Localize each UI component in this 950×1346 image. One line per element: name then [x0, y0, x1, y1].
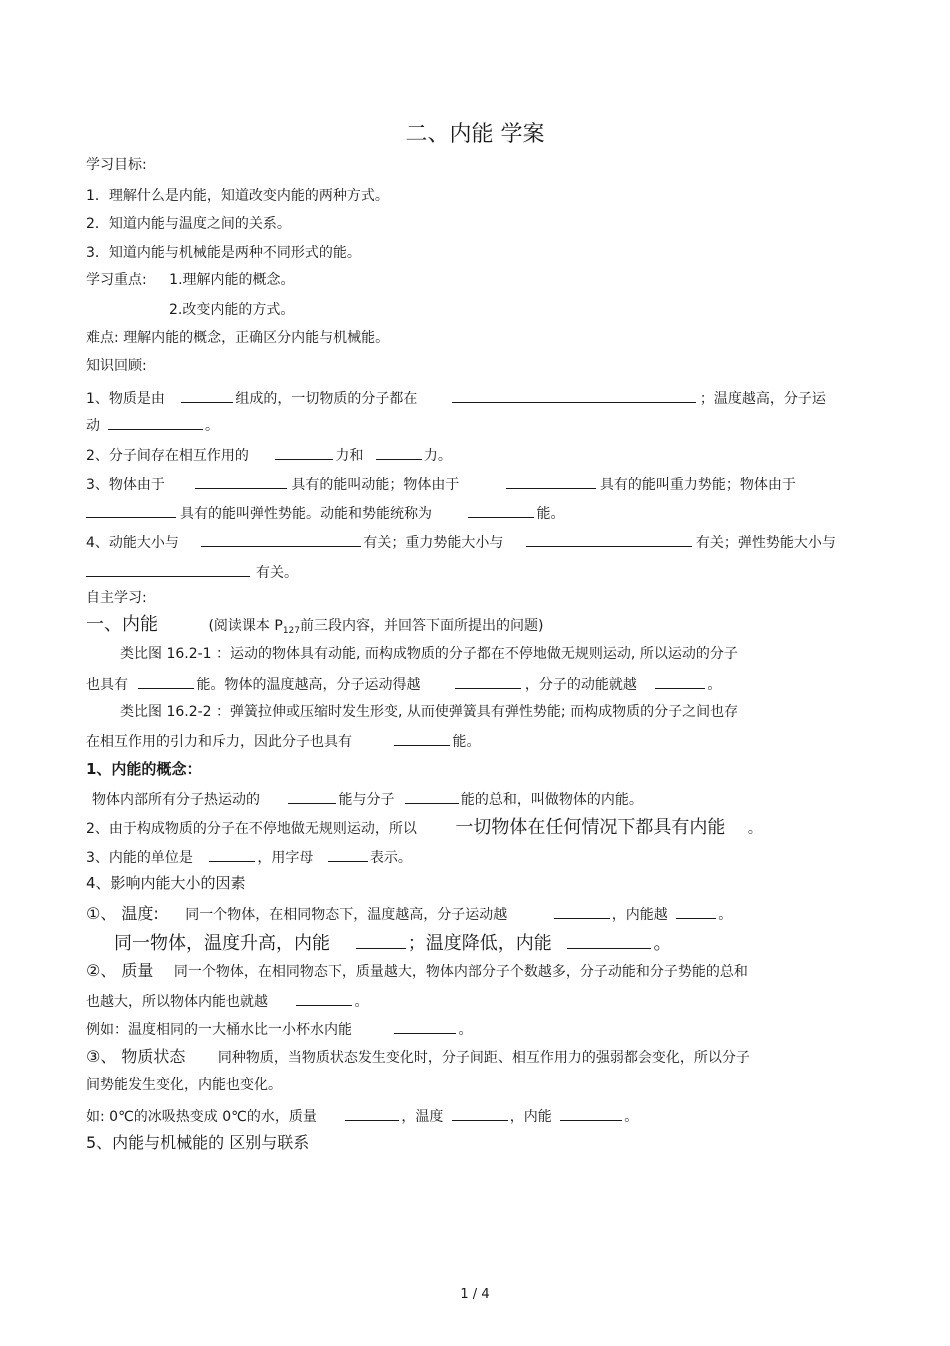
focus-line-1	[86, 271, 295, 289]
blank	[405, 789, 459, 804]
blank	[676, 904, 716, 919]
goal-item-3: 3．知道内能与机械能是两种不同形式的能。	[86, 245, 361, 261]
blank	[195, 474, 287, 489]
analogy-1-cont: 也具有 能。物体的温度越高，分子运动得越 ，分子的动能就越 。	[86, 674, 721, 694]
blank	[86, 503, 176, 518]
blank	[376, 445, 422, 460]
blank	[455, 674, 521, 689]
blank	[275, 445, 333, 460]
blank	[655, 674, 705, 689]
blank	[356, 931, 406, 949]
blank	[506, 474, 596, 489]
point-4-heading: 4、影响内能大小的因素	[86, 874, 246, 892]
blank	[296, 991, 352, 1006]
focus-item-2: 2.改变内能的方式。	[169, 302, 295, 318]
focus-item-1: 1.理解内能的概念。	[169, 272, 295, 288]
difficulty: 难点: 理解内能的概念，正确区分内能与机械能。	[86, 330, 390, 346]
analogy-2-cont: 在相互作用的引力和斥力，因此分子也具有 能。	[86, 731, 480, 751]
blank	[554, 904, 610, 919]
blank	[86, 562, 250, 577]
blank	[452, 1106, 508, 1121]
section1-title: 一、内能	[86, 614, 158, 635]
point-4-temperature-2: 同一物体，温度升高，内能 ；温度降低，内能 。	[114, 933, 672, 954]
review-heading: 知识回顾:	[86, 358, 147, 374]
page-title: 二、内能 学案	[405, 122, 545, 147]
blank	[201, 532, 361, 547]
point-4-mass: ②、 质量 同一个物体，在相同物态下，质量越大，物体内部分子个数越多，分子动能和分子势能的总和	[86, 961, 748, 980]
blank	[108, 415, 203, 430]
goal-item-1: 1．理解什么是内能，知道改变内能的两种方式。	[86, 188, 389, 204]
review-q4: 4、动能大小与 有关；重力势能大小与 有关；弹性势能大小与	[86, 532, 836, 552]
blank	[452, 388, 696, 403]
blank	[345, 1106, 399, 1121]
blank	[394, 1019, 456, 1034]
point-4-mass-cont: 也越大，所以物体内能也就越 。	[86, 991, 368, 1011]
review-q3-cont: 具有的能叫弹性势能。动能和势能统称为 能。	[86, 503, 564, 523]
blank	[288, 789, 336, 804]
point-4-ice-example: 如: 0℃的冰吸热变成 0℃的水，质量 ，温度 ，内能 。	[86, 1106, 638, 1126]
review-q3: 3、物体由于 具有的能叫动能；物体由于 具有的能叫重力势能；物体由于	[86, 474, 796, 494]
blank	[394, 731, 450, 746]
concept-line: 物体内部所有分子热运动的 能与分子 能的总和，叫做物体的内能。	[92, 789, 643, 809]
point-4-example: 例如：温度相同的一大桶水比一小杯水内能 。	[86, 1019, 472, 1039]
point-4-temperature: ①、 温度: 同一个物体，在相同物态下，温度越高，分子运动越 ，内能越 。	[86, 904, 733, 923]
blank	[138, 674, 194, 689]
review-q1: 1、物质是由 组成的，一切物质的分子都在 ；温度越高，分子运	[86, 388, 826, 408]
focus-label: 学习重点:	[86, 272, 147, 288]
analogy-1: 类比图 16.2-1 ：运动的物体具有动能, 而构成物质的分子都在不停地做无规则运动, 所以运动的分子	[120, 646, 738, 662]
review-q2: 2、分子间存在相互作用的 力和 力。	[86, 445, 452, 465]
point-2: 2、由于构成物质的分子在不停地做无规则运动，所以 一切物体在任何情况下都具有内能 。	[86, 817, 762, 838]
point-4-state-cont: 间势能发生变化，内能也变化。	[86, 1077, 282, 1093]
blank	[181, 388, 233, 403]
blank	[567, 931, 651, 949]
page-number: 1 / 4	[460, 1287, 490, 1302]
concept-heading: 1、内能的概念：	[86, 760, 202, 778]
goal-item-2: 2．知道内能与温度之间的关系。	[86, 216, 291, 232]
review-q4-cont: 有关。	[86, 562, 298, 582]
blank	[209, 847, 255, 862]
analogy-2: 类比图 16.2-2 ：弹簧拉伸或压缩时发生形变, 从而使弹簧具有弹性势能; 而构成物质的分子之间也存	[120, 704, 739, 720]
blank	[328, 847, 368, 862]
point-3: 3、内能的单位是 ，用字母 表示。	[86, 847, 412, 867]
review-q1-cont: 动 。	[86, 415, 219, 435]
self-study-heading: 自主学习:	[86, 590, 147, 606]
blank	[560, 1106, 622, 1121]
blank	[526, 532, 692, 547]
goals-heading: 学习目标:	[86, 157, 147, 173]
blank	[468, 503, 534, 518]
point-4-state: ③、 物质状态 同种物质，当物质状态发生变化时，分子间距、相互作用力的强弱都会变化，所以分子	[86, 1047, 750, 1066]
point-5-heading: 5、内能与机械能的 区别与联系	[86, 1133, 310, 1152]
section1-line: 一、内能 (阅读课本 $P_{127}$前三段内容，并回答下面所提出的问题)	[86, 614, 544, 636]
